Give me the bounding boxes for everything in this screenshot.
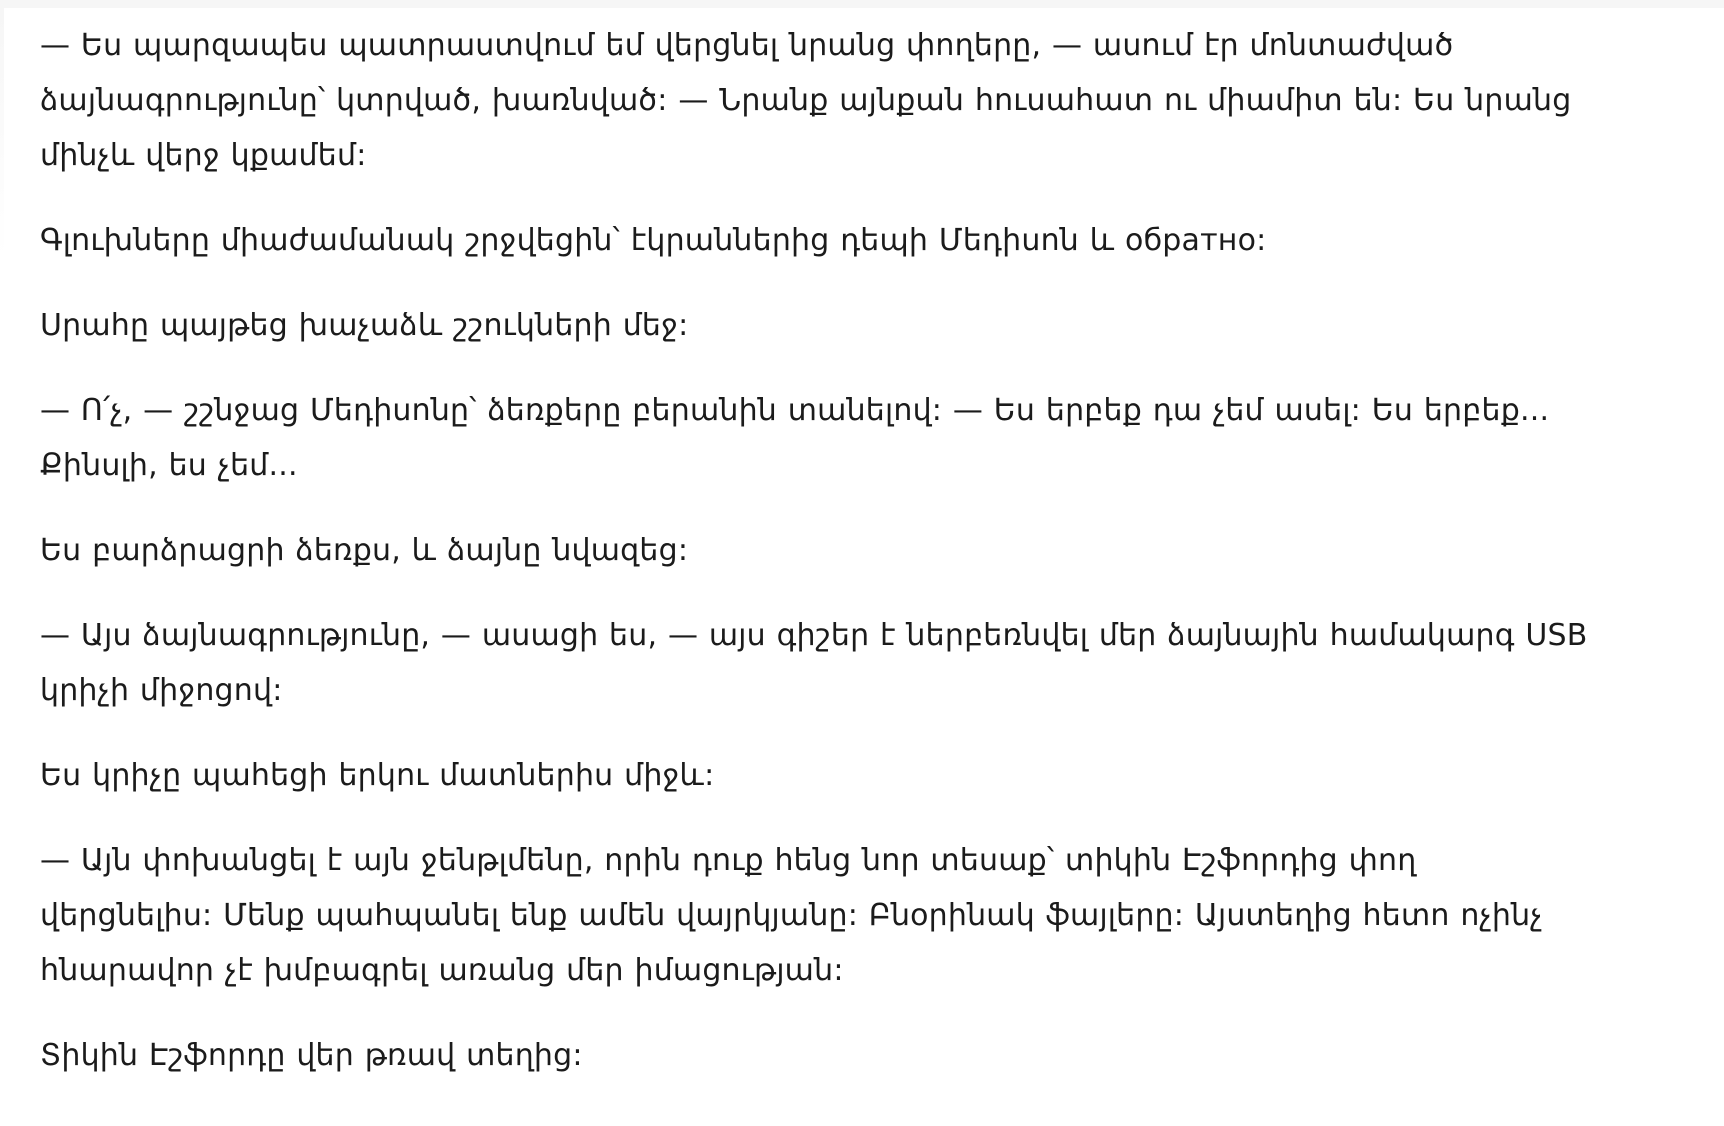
paragraph-hall-whispers: Սրահը պայթեց խաչաձև շշուկների մեջ: (40, 308, 689, 343)
paragraph-ashford-jumped: Տիկին Էշֆորդը վեր թռավ տեղից: (40, 1038, 583, 1073)
document-body (0, 8, 1724, 1083)
paragraph-holding-drive: Ես կրիչը պահեցի երկու մատներիս միջև: (40, 758, 715, 793)
paragraph-dialogue-recording: — Ես պարզապես պատրաստվում եմ վերցնել նրանց փողերը, — ասում էր մոնտաժված ձայնագրությունը՝ կտրված, խառնված: — Նրանք այնքան հուսահատ ու միամիտ են: Ես նրանց մինչև վերջ կքամեմ: (40, 28, 1572, 173)
paragraph-madison-denial: — Ո՛չ, — շշնջաց Մեդիսոնը՝ ձեռքերը բերանին տանելով: — Ես երբեք դա չեմ ասել: Ես երբեք... Քինսլի, ես չեմ... (40, 393, 1550, 483)
paragraph-usb-recording: — Այս ձայնագրությունը, — ասացի ես, — այս գիշեր է ներբեռնվել մեր ձայնային համակարգ USB կրիչի միջոցով: (40, 618, 1588, 708)
paragraph-gentleman-files: — Այն փոխանցել է այն ջենթլմենը, որին դուք հենց նոր տեսաք՝ տիկին Էշֆորդից փող վերցնելիս: Մենք պահպանել ենք ամեն վայրկյանը: Բնօրինակ ֆայլերը: Այստեղից հետո ոչինչ հնարավոր չէ խմբագրել առանց մեր իմացության: (40, 843, 1543, 988)
paragraph-heads-turned: Գլուխները միաժամանակ շրջվեցին՝ էկրաններից դեպի Մեդիսոն և обратно: (40, 223, 1267, 258)
page-top-edge (0, 0, 1724, 8)
page-left-edge (0, 8, 4, 258)
paragraph-raised-hand: Ես բարձրացրի ձեռքս, և ձայնը նվազեց: (40, 533, 689, 568)
